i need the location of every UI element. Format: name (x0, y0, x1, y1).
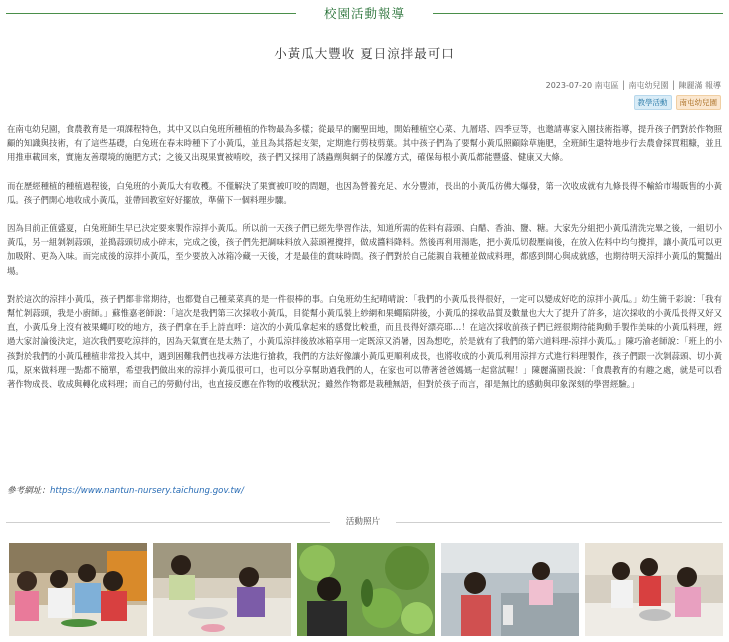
article-paragraph: 對於這次的涼拌小黃瓜，孩子們都非常期待，也都覺自己種菜菜真的是一件很棒的事。白兔班幼生紀晴晴說：「我們的小黃瓜長得很好，一定可以變成好吃的涼拌小黃瓜。」幼生簡千彩說：「我有幫忙剝蒜頭，我是小廚師。」蘇惟嘉老師說：「這次是我們第三次採收小黃瓜，目從幫小黃瓜裝上紗網和果蠅陷阱後，小黃瓜的採收品質及數量也大大了提升了許多，這次採收的小黃瓜長得又好又直，小黃瓜身上沒有被果蠅叮咬的地方，孩子們拿在手上詩直呼：這次的小黃瓜拿起來的感覺比較重，而且長得好漂亮耶…！在這次採收前孩子們已經很期待能夠動手製作美味的小黃瓜料理，經過大家討論後決定，這次我們要吃涼拌的，因為天氣實在是太熱了，小黃瓜涼拌後放冰箱享用一定既涼又消暑，因為想吃，於是就有了我們的第六道料理-涼拌小黃瓜。」陳巧渝老師說：「班上的小孩對於我們的小黃瓜種植非常投入其中，遇到困難我們也找尋方法進行搶救，我們的方法好像讓小黃瓜更順利成長，也將收成的小黃瓜利用涼拌方式進行料理製作，孩子們跟一次剝蒜頭、切小黃瓜，原來做料理一點都不簡單，希望我們做出來的涼拌小黃瓜很可口，也可以分享幫助過我們的人，在家也可以帶著爸爸媽媽一起當試喔！」陳麗滿園長說：「食農教育的有趣之處，就是可以看著作物成長、收成與轉化成料理；而自己的勞動付出，也直接反應在作物的收穫狀況；雖然作物都是栽種無語，但對於孩子而言，卻是無比的感動與印象深刻的學習經驗。」 (7, 293, 722, 390)
tag-teaching-activity[interactable]: 教學活動 (634, 95, 672, 110)
photo-image (297, 543, 435, 636)
article-body (7, 122, 722, 405)
activity-photo[interactable] (297, 543, 435, 636)
article-paragraph: 因為目前正值盛夏，白兔班師生早已決定要來製作涼拌小黃瓜。所以前一天孩子們已經先學習作法，知道所需的佐料有蒜頭、白醋、香油、鹽、糖。大家先分組把小黃瓜清洗完畢之後，一組切小黃瓜，另一組剝剝蒜頭，並搗蒜頭切成小碎末，完成之後，孩子們先把調味料放入蒜頭裡攪拌，做成醬料降料。然後再利用湯匙，把小黃瓜切殺壓扁後，在放入佐料中均勻攪拌，讓小黃瓜可以更加吸附、更為入味。而完成後的涼拌小黃瓜，至少要放入冰箱冷藏一天後，才是最佳的賞味時間。孩子們對於自己能親自栽種並做成料理，都感到開心與成就感，也期待明天涼拌小黃瓜的驚豔出場。 (7, 223, 722, 276)
photo-image (585, 543, 723, 636)
photo-image (9, 543, 147, 636)
section-title: 校園活動報導 (323, 6, 405, 21)
article-paragraph: 而在歷經種植的種植過程後，白兔班的小黃瓜大有收穫。不僅解決了果實被叮咬的問題，也因為營養充足、水分豐沛，長出的小黃瓜彷佛大爆發，第一次收成就有九條長得不輸給市場販售的小黃瓜。孩子們開心地收成小黃瓜，並帶回教室好好擺放，準備下一個料理步驟。 (7, 180, 722, 205)
article-title: 小黃瓜大豐收 夏日涼拌最可口 (274, 46, 455, 61)
activity-photo[interactable] (441, 543, 579, 636)
activity-photo[interactable] (585, 543, 723, 636)
photo-image (153, 543, 291, 636)
article-paragraph: 在南屯幼兒園，食農教育是一項課程特色，其中又以白兔班所種植的作物最為多樣；從最早的關聖田地，開始種植空心菜、九層塔、四季豆等，也邀請專家入園技術指導，提升孩子們對於作物照顧的知識與技術，有了這些基礎，白兔班在春末時種下了小黃瓜，並且為其搭起支架，定期進行剪枝剪葉。其中孩子們為了要幫小黃瓜照顧除草施肥，全班師生還特地步行去農會採買粗糠，並且用推車載回來，實施友善環境的施肥方式；之後又出現果實被啃咬，孩子們又採用了誘蟲劑與網子的保護方式，確保每根小黃瓜都能豐盛、健康又大條。 (7, 124, 722, 163)
photo-gallery (9, 543, 722, 636)
photo-image (441, 543, 579, 636)
reference-link[interactable]: https://www.nantun-nursery.taichung.gov.tw/ (49, 486, 244, 496)
reference-label: 參考網址： (7, 486, 50, 496)
tag-kindergarten[interactable]: 南屯幼兒園 (676, 95, 722, 110)
header-line-right (433, 13, 723, 14)
photos-label: 活動照片 (345, 517, 381, 527)
section-header (0, 2, 729, 24)
header-line-left (6, 13, 296, 14)
photos-line-right (396, 522, 722, 523)
photos-header (0, 515, 729, 531)
reference (7, 484, 244, 496)
article-tags (634, 95, 722, 110)
activity-photo[interactable] (9, 543, 147, 636)
photos-line-left (6, 522, 330, 523)
activity-photo[interactable] (153, 543, 291, 636)
article-meta: 2023-07-20 南屯區 │ 南屯幼兒園 │ 陳麗滿 報導 (545, 81, 721, 90)
